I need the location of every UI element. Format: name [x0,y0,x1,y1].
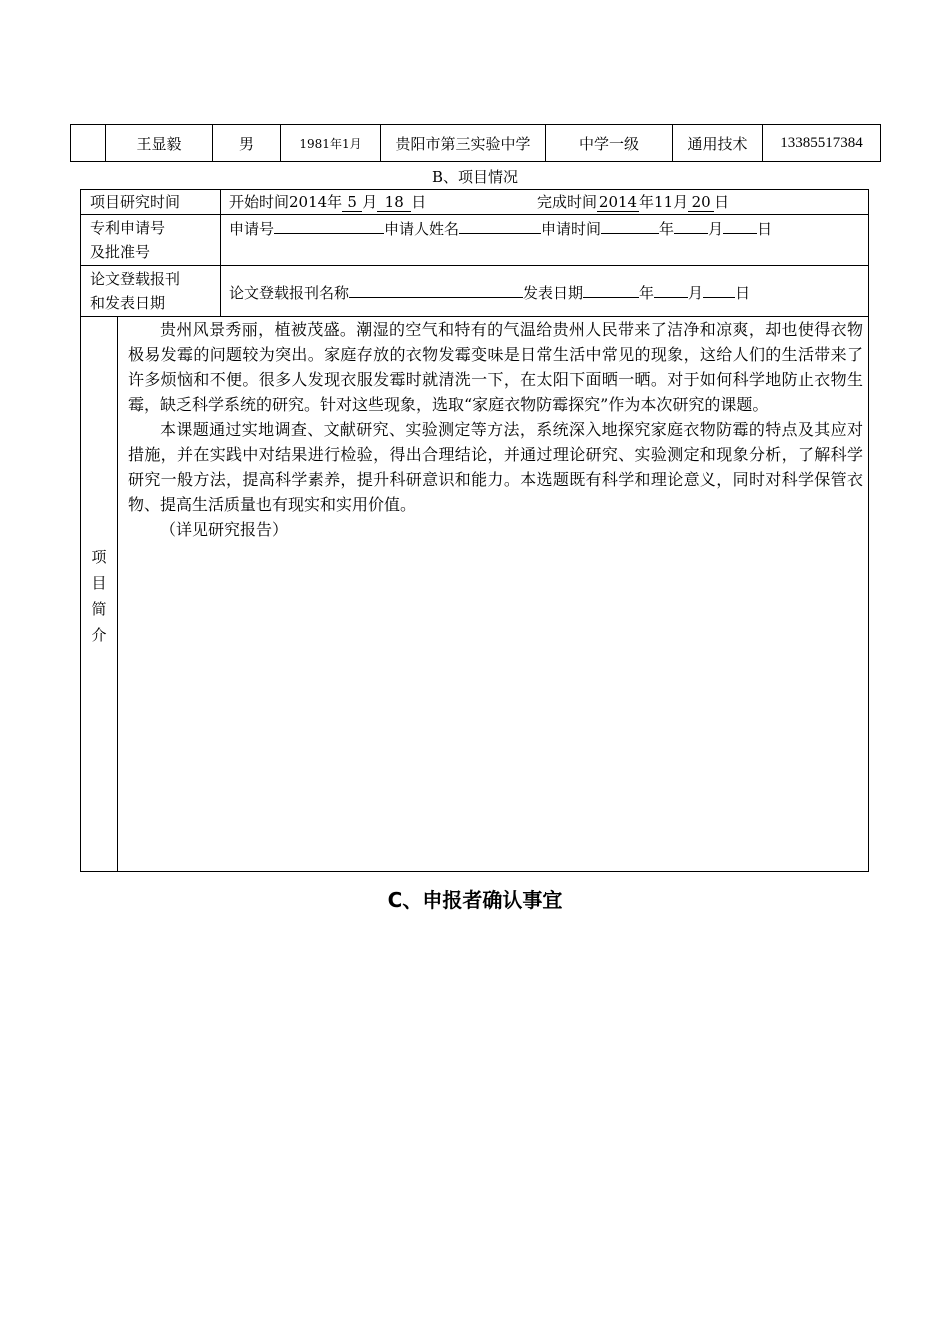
intro-label-char: 目 [91,574,107,592]
member-table [70,124,881,162]
paper-fields [229,280,750,305]
intro-column-divider [117,316,118,872]
day-char: 日 [757,220,773,238]
intro-label-char: 项 [91,548,107,566]
end-day: 20 [688,193,714,212]
member-row [71,125,881,162]
day-char: 日 [714,193,730,211]
start-prefix: 开始时间2014年 [229,193,343,211]
row-divider [80,265,869,266]
section-c-heading: C、申报者确认事宜 [387,888,563,912]
day-char: 日 [411,193,427,211]
paper-label-line2: 和发表日期 [90,294,166,312]
member-subject: 通用技术 [673,125,763,162]
member-gender: 男 [213,125,281,162]
applicant-blank[interactable] [459,216,541,234]
journal-blank[interactable] [349,280,523,298]
intro-label-char: 介 [91,626,107,644]
intro-paragraph: （详见研究报告） [160,520,289,539]
research-end-date [537,190,729,214]
start-month: 5 [342,193,362,212]
applicant-label: 申请人姓名 [384,220,460,238]
paper-label-line1: 论文登载报刊 [90,270,181,288]
section-b-heading: B、项目情况 [431,168,519,186]
member-phone: 13385517384 [763,125,881,162]
patent-label-line1: 专利申请号 [90,219,166,237]
start-day: 18 [377,193,411,212]
month-char: 月 [688,284,704,302]
end-month: 11 [654,193,674,211]
research-time-label: 项目研究时间 [90,193,181,211]
pub-year-blank[interactable] [583,280,639,298]
intro-paragraph: 贵州风景秀丽，植被茂盛。潮湿的空气和特有的气温给贵州人民带来了洁净和凉爽，却也使得衣物极易发霉的问题较为突出。家庭存放的衣物发霉变味是日常生活中常见的现象，这给人们的生活带来了许多烦恼和不便。很多人发现衣服发霉时就清洗一下，在太阳下面晒一晒。对于如何科学地防止衣物生霉，缺乏科学系统的研究。针对这些现象，选取“家庭衣物防霉探究”作为本次研究的课题。 [128,320,863,414]
intro-paragraph: 本课题通过实地调查、文献研究、实验测定等方法，系统深入地探究家庭衣物防霉的特点及其应对措施，并在实践中对结果进行检验，得出合理结论，并通过理论研究、实验测定和现象分析，了解科学研究一般方法，提高科学素养，提升科研意识和能力。本选题既有科学和理论意义，同时对科学保管衣物、提高生活质量也有现实和实用价值。 [128,420,863,514]
member-title: 中学一级 [546,125,673,162]
member-birth: 1981年1月 [281,125,381,162]
research-start-date [229,190,426,214]
app-time-label: 申请时间 [541,220,602,238]
pub-date-label: 发表日期 [523,284,584,302]
patent-fields [229,216,772,241]
app-day-blank[interactable] [723,216,757,234]
pub-day-blank[interactable] [703,280,735,298]
month-char: 月 [708,220,724,238]
member-index-cell [71,125,106,162]
year-char: 年 [639,284,655,302]
end-year: 2014 [598,193,638,211]
member-name: 王显毅 [106,125,213,162]
app-year-blank[interactable] [601,216,659,234]
day-char: 日 [735,284,751,302]
end-prefix: 完成时间 [537,193,598,211]
label-column-divider [220,189,221,316]
journal-label: 论文登载报刊名称 [229,284,350,302]
month-char: 月 [673,193,689,211]
year-char: 年 [639,193,655,211]
project-intro-label [84,544,114,648]
app-no-blank[interactable] [274,216,384,234]
app-month-blank[interactable] [674,216,708,234]
member-school: 贵阳市第三实验中学 [381,125,546,162]
pub-month-blank[interactable] [654,280,688,298]
patent-label-line2: 及批准号 [90,243,151,261]
year-char: 年 [659,220,675,238]
project-intro-text [128,317,863,542]
app-no-label: 申请号 [229,220,275,238]
row-divider [80,214,869,215]
month-char: 月 [362,193,378,211]
intro-label-char: 简 [91,600,107,618]
